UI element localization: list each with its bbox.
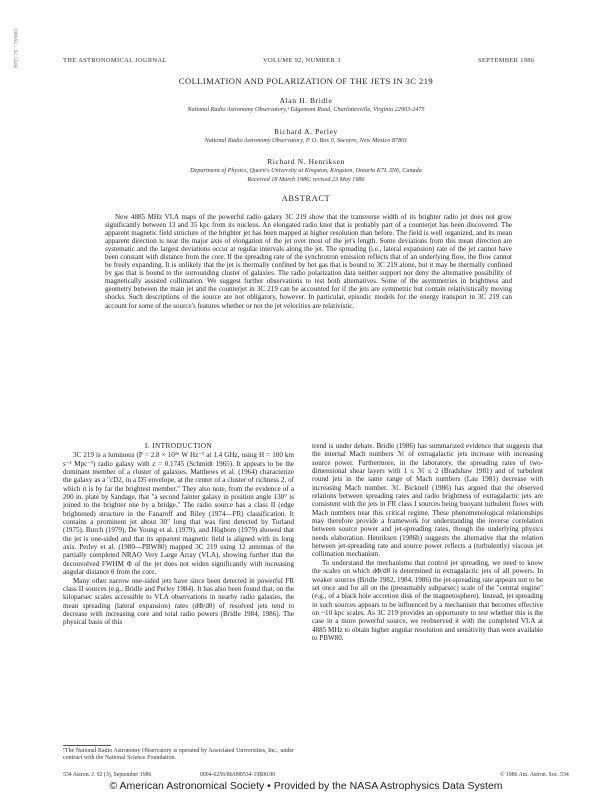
section-heading-introduction: I. INTRODUCTION — [144, 441, 213, 450]
affiliation-perley: National Radio Astronomy Observatory, P. O. Box 0, Socorro, New Mexico 87801 — [204, 137, 408, 144]
running-head-journal: THE ASTRONOMICAL JOURNAL — [63, 57, 167, 64]
right-column — [312, 442, 543, 642]
footer-journal-citation: 534 Astron. J. 92 (3), September 1986 — [63, 772, 152, 778]
ads-provenance-stamp: © American Astronomical Society • Provided by the NASA Astrophysics Data System — [109, 780, 503, 792]
left-column — [63, 442, 294, 627]
running-head-date: SEPTEMBER 1986 — [478, 57, 535, 64]
footer-copyright: © 1986 Am. Astron. Soc. 534 — [500, 772, 569, 778]
received-dates: Received 18 March 1986; revised 23 May 1986 — [247, 176, 365, 183]
bibcode-margin-mark: 1986AJ.....92..534B — [12, 28, 17, 69]
author-perley: Richard A. Perley — [274, 127, 338, 136]
intro-paragraph-4: To understand the mechanisms that control jet spreading, we need to know the scales on which dΦ/dθ is determined in extragalactic jets of all powers. In weaker sources (Bridle 1982, 1984, 1986) the jet-spreading rate appears not to be set once and for all on the (presumably subparsec) scale of the "central engine" (e.g., of a black hole accretion disk of the magnetosphere). Instead, jet spreading in such sources appears to be influenced by a mechanism that becomes effective on ~10 kpc scales. As 3C 219 provides an opportunity to test whether this is the case in a more powerful source, we reobserved it with the completed VLA at 4885 MHz to obtain higher angular resolution and sensitivity than were available to PBW80. — [312, 558, 543, 642]
running-head-volume: VOLUME 92, NUMBER 3 — [263, 57, 341, 64]
abstract-body: New 4885 MHz VLA maps of the powerful radio galaxy 3C 219 show that the transverse width of its brighter radio jet does not grow significantly between 13 and 35 kpc from its nucleus. An elongated radio knot that is probably part of a counterjet has been discovered. The apparent magnetic field structure of the brighter jet has been mapped at higher resolution than before. The field is well organized, and its mean apparent direction is near the major axis of elongation of the jet over most of the jet's length. Some deviations from this mean direction are systematic and the largest deviations occur at regular intervals along the jet. The spreading (i.e., lateral expansion) rate of the jet cannot have been constant with distance from the core. If the spreading rate of the synchrotron emission reflects that of an underlying flow, the flow cannot be freely expanding. It is unlikely that the jet is thermally confined by hot gas that is bound to 3C 219 alone, but it may be thermally confined by gas that is bound to the surrounding cluster of galaxies. The radio polarization data neither support nor deny the alternative possibility of magnetically assisted collimation. We suggest further observations to test both alternatives. Some of the asymmetries in brightness and geometry between the main jet and the counterjet in 3C 219 can be accounted for if the jets are symmetric but contain relativistically moving shocks. Such descriptions of the source are not obligatory, however. In particular, episodic models for the energy transport in 3C 219 can account for some of the source's features whether or not the jet velocities are relativistic. — [105, 213, 512, 310]
abstract-heading: ABSTRACT — [281, 194, 331, 203]
footnote-nrao: ¹The National Radio Astronomy Observatory is operated by Associated Universities, Inc., under contract with the National Science Foundation. — [63, 748, 294, 762]
affiliation-henriksen: Department of Physics, Queen's University at Kingston, Kingston, Ontario K7L 3N6, Canada — [190, 167, 422, 174]
author-bridle: Alan H. Bridle — [279, 96, 333, 105]
author-henriksen: Richard N. Henriksen — [267, 157, 345, 166]
intro-paragraph-1: 3C 219 is a luminous (P = 2.8 × 10²⁶ W Hz⁻¹ at 1.4 GHz, using H = 100 km s⁻¹ Mpc⁻¹) radio galaxy with z = 0.1745 (Schmidt 1965). It appears to be the dominant member of a cluster of galaxies. Matthews et al. (1964) characterize the galaxy as a "cD2, in a D5 envelope, at the center of a cluster of richness 2, of which it is by far the brightest member." They also note, from the evidence of a 200 in. plate by Sandage, that "a second fainter galaxy in position angle 130° is joined to the brighter one by a bridge." The radio source has a class II (edge brightened) structure in the Fanaroff and Riley (1974—FR) classification. It contains a prominent jet about 30″ long that was first detected by Turland (1975), Burch (1979), De Young et al. (1979), and Högbom (1979) showed that the jet is one-sided and that its apparent magnetic field is aligned with its long axis. Perley et al. (1980—PBW80) mapped 3C 219 using 12 antennas of the partially completed NRAO Very Large Array (VLA), showing further that the deconvolved FWHM Φ of the jet does not widen significantly with increasing angular distance θ from the core. — [63, 451, 294, 577]
footer-issn: 0004-6256/86/090534-19$00.90 — [200, 772, 276, 778]
intro-paragraph-2: Many other narrow one-sided jets have since been detected in powerful FR class II sources (e.g., Bridle and Perley 1984). It has also been found that, on the kiloparsec scales accessible to VLA observations in nearby radio galaxies, the mean spreading (lateral expansion) rates (dΦ/dθ) of resolved jets tend to decrease with increasing core and total radio powers (Bridle 1984, 1986). The physical basis of this — [63, 576, 294, 627]
footnote-rule — [63, 745, 111, 746]
affiliation-bridle: National Radio Astronomy Observatory,¹ Edgemont Road, Charlottesville, Virginia 22903-2475 — [187, 106, 425, 113]
paper-title: COLLIMATION AND POLARIZATION OF THE JETS IN 3C 219 — [178, 76, 434, 86]
intro-paragraph-3: trend is under debate. Bridle (1986) has summarized evidence that suggests that the internal Mach numbers ℳ of extragalactic jets increase with increasing source power. Furthermore, in the laboratory, the spreading rates of two-dimensional shear layers with 1 ≤ ℳ ≤ 2 (Bradshaw 1981) and of turbulent round jets in the same range of Mach numbers (Lau 1981) decrease with increasing Mach number. ℳ. Bicknell (1986) has argued that the observed relations between spreading rates and radio brightness of extragalactic jets are consistent with the jets in FR class I sources being buoyant turbulent flows with Mach numbers near this critical regime. These phenomenological relationships may therefore provide a framework for understanding the inverse correlation between source power and jet-spreading rates, though the underlying physics needs elaboration. Henriksen (1986b) suggests the alternative that the relation between jet-spreading rate and source power reflects a (turbulently) viscous jet collimation mechanism. — [312, 442, 543, 559]
